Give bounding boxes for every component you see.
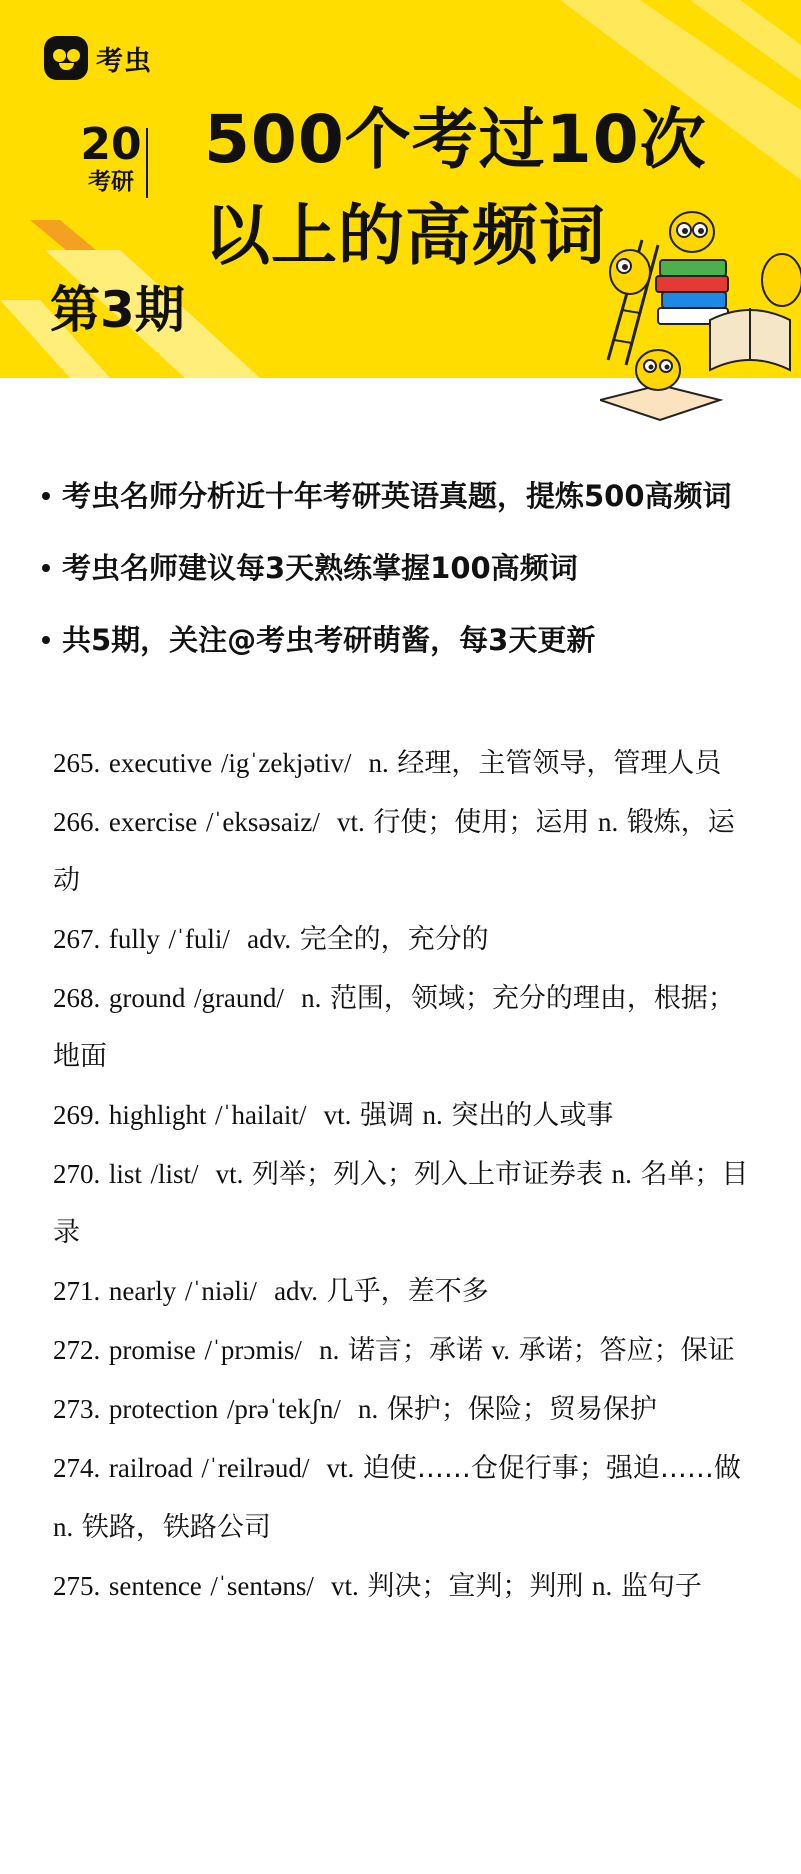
entry-pos: vt. [331, 1571, 359, 1601]
vocab-entry [53, 1262, 753, 1321]
entry-definition-2: 铁路，铁路公司 [81, 1512, 271, 1543]
entry-number: 275. [53, 1571, 101, 1601]
entry-phonetic: /igˈzekjətiv/ [220, 748, 352, 778]
vocab-entry [53, 1439, 753, 1557]
entry-pos: vt. [337, 807, 365, 837]
entry-word: nearly [108, 1276, 177, 1306]
entry-definition-2: 名单；目录 [53, 1159, 749, 1248]
bullet-dot-icon [42, 492, 50, 500]
entry-word: promise [108, 1335, 196, 1365]
bullet-text: 考虫名师建议每3天熟练掌握100高频词 [62, 551, 578, 585]
entry-phonetic: /ˈprɔmis/ [204, 1335, 302, 1365]
entry-word: list [108, 1159, 142, 1189]
vocab-entry [53, 1321, 753, 1380]
vocab-entry [53, 1086, 753, 1145]
bird-logo-icon [44, 36, 88, 80]
entry-definition: 经理，主管领导，管理人员 [397, 748, 722, 779]
entry-phonetic: /ˈniəli/ [184, 1276, 257, 1306]
entry-pos: n. [368, 748, 389, 778]
entry-pos-2: v. [491, 1335, 511, 1365]
entry-word: exercise [108, 807, 198, 837]
entry-number: 270. [53, 1159, 101, 1189]
entry-pos: adv. [247, 924, 292, 954]
bullet-dot-icon [42, 636, 50, 644]
entry-word: fully [108, 924, 160, 954]
entry-number: 271. [53, 1276, 101, 1306]
bullet-dot-icon [42, 564, 50, 572]
vocab-entry [53, 969, 753, 1086]
vocab-entry [53, 793, 753, 910]
year-divider [146, 128, 148, 198]
vocab-entry [53, 910, 753, 969]
vocab-entry [53, 1557, 753, 1616]
entry-number: 273. [53, 1394, 101, 1424]
entry-definition: 诺言；承诺 [347, 1335, 483, 1366]
entry-word: sentence [108, 1571, 202, 1601]
entry-pos-2: n. [592, 1571, 613, 1601]
brand-logo [44, 36, 152, 80]
entry-number: 268. [53, 983, 101, 1013]
entry-definition-2: 突出的人或事 [451, 1100, 614, 1131]
entry-definition: 判决；宣判；判刑 [367, 1571, 584, 1602]
entry-definition: 范围，领域；充分的理由，根据；地面 [53, 983, 735, 1072]
bullet-text: 共5期，关注@考虫考研萌酱，每3天更新 [62, 623, 596, 657]
entry-definition-2: 承诺；答应；保证 [518, 1335, 735, 1366]
vocab-entry [53, 734, 753, 793]
entry-number: 272. [53, 1335, 101, 1365]
entry-pos: vt. [323, 1100, 352, 1130]
entry-definition: 迫使……仓促行事；强迫……做 [362, 1453, 741, 1484]
year-label: 考研 [88, 169, 134, 195]
entry-pos: vt. [215, 1159, 244, 1189]
entry-pos-2: n. [422, 1100, 443, 1130]
vocab-entry [53, 1380, 753, 1439]
entry-pos: vt. [326, 1453, 355, 1483]
year-badge [76, 119, 146, 196]
bullet-item [40, 550, 780, 622]
entry-number: 274. [53, 1453, 101, 1483]
bullet-text: 考虫名师分析近十年考研英语真题，提炼500高频词 [62, 479, 732, 513]
vocab-entry [53, 1145, 753, 1262]
entry-word: executive [108, 748, 213, 778]
logo-text: 考虫 [96, 45, 152, 77]
entry-definition: 几乎，差不多 [326, 1276, 489, 1307]
issue-label: 第3期 [50, 281, 185, 339]
bullet-item [40, 478, 780, 550]
entry-number: 267. [53, 924, 101, 954]
title-line-1: 500个考过10次 [204, 101, 707, 178]
intro-bullet-list [40, 478, 780, 694]
entry-number: 265. [53, 748, 101, 778]
entry-phonetic: /graund/ [193, 983, 284, 1013]
entry-phonetic: /ˈeksəsaiz/ [205, 807, 320, 837]
entry-definition: 列举；列入；列入上市证券表 [252, 1159, 603, 1190]
entry-definition-2: 监句子 [620, 1571, 702, 1602]
entry-definition: 强调 [359, 1100, 414, 1131]
entry-pos: n. [301, 983, 322, 1013]
entry-phonetic: /ˈfuli/ [168, 924, 230, 954]
entry-pos: n. [358, 1394, 379, 1424]
vocabulary-list [53, 734, 753, 1616]
entry-phonetic: /list/ [150, 1159, 199, 1189]
entry-definition: 保护；保险；贸易保护 [386, 1394, 657, 1425]
entry-pos-2: n. [597, 807, 619, 837]
entry-phonetic: /ˈhailait/ [214, 1100, 307, 1130]
entry-phonetic: /prəˈtekʃn/ [226, 1394, 341, 1424]
entry-word: highlight [108, 1100, 207, 1130]
bullet-item [40, 622, 780, 694]
entry-pos: adv. [274, 1276, 319, 1306]
entry-pos: n. [319, 1335, 340, 1365]
year-number: 20 [80, 119, 142, 170]
entry-phonetic: /ˈsentəns/ [210, 1571, 314, 1601]
entry-definition: 行使；使用；运用 [373, 807, 590, 838]
entry-word: ground [108, 983, 186, 1013]
entry-word: railroad [108, 1453, 193, 1483]
entry-definition-2: 锻炼，运动 [53, 807, 735, 896]
mascot-illustration [600, 200, 801, 440]
entry-number: 266. [53, 807, 101, 837]
entry-word: protection [108, 1394, 219, 1424]
entry-pos-2: n. [53, 1512, 74, 1542]
title-line-2: 以上的高频词 [204, 197, 606, 274]
entry-number: 269. [53, 1100, 101, 1130]
entry-definition: 完全的，充分的 [299, 924, 489, 955]
entry-pos-2: n. [611, 1159, 632, 1189]
entry-phonetic: /ˈreilrəud/ [201, 1453, 310, 1483]
